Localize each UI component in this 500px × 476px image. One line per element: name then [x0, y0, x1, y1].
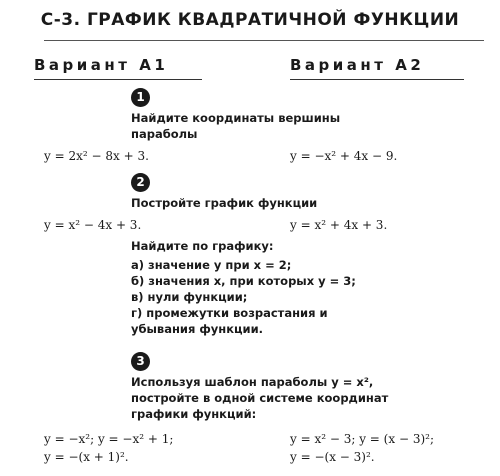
task-1-line-1: Найдите координаты вершины — [131, 111, 341, 125]
task-3-line-1: Используя шаблон параболы y = x², — [131, 375, 374, 389]
task-2-item-b: б) значения x, при которых y = 3; — [131, 274, 356, 288]
task-3-instruction — [131, 374, 399, 422]
variant-a1-underline — [34, 79, 202, 80]
task-1-line-2: параболы — [131, 127, 198, 141]
task-2-instruction: Постройте график функции — [131, 196, 318, 210]
task-2-equation-a2: y = x² + 4x + 3. — [290, 218, 388, 232]
task-1-instruction — [131, 110, 399, 142]
task-3-equation-a1-line-1: y = −x²; y = −x² + 1; — [44, 432, 174, 446]
task-2-find-block — [131, 238, 399, 337]
task-2-item-d: г) промежутки возрастания и — [131, 306, 328, 320]
task-3-equation-a1-line-2: y = −(x + 1)². — [44, 450, 129, 464]
task-2-find-title: Найдите по графику: — [131, 239, 274, 253]
task-3-equation-a2-line-2: y = −(x − 3)². — [290, 450, 375, 464]
task-1-equation-a2: y = −x² + 4x − 9. — [290, 149, 398, 163]
task-3-line-2: постройте в одной системе координат — [131, 391, 389, 405]
task-2-equation-a1: y = x² − 4x + 3. — [44, 218, 142, 232]
task-2-item-d-cont: убывания функции. — [131, 322, 264, 336]
task-2-item-c: в) нули функции; — [131, 290, 248, 304]
variant-a2-heading: Вариант А2 — [290, 56, 425, 74]
task-3-equation-a2-line-1: y = x² − 3; y = (x − 3)²; — [290, 432, 434, 446]
task-1-equation-a1: y = 2x² − 8x + 3. — [44, 149, 149, 163]
task-3-line-3: графики функций: — [131, 407, 257, 421]
task-2-item-a: а) значение y при x = 2; — [131, 258, 292, 272]
task-1-number-badge: 1 — [131, 88, 150, 107]
title-divider — [44, 40, 484, 41]
variant-a1-heading: Вариант А1 — [34, 56, 169, 74]
task-3-number-badge: 3 — [131, 352, 150, 371]
task-2-number-badge: 2 — [131, 173, 150, 192]
page-title: С-3. ГРАФИК КВАДРАТИЧНОЙ ФУНКЦИИ — [40, 10, 460, 30]
variant-a2-underline — [290, 79, 464, 80]
